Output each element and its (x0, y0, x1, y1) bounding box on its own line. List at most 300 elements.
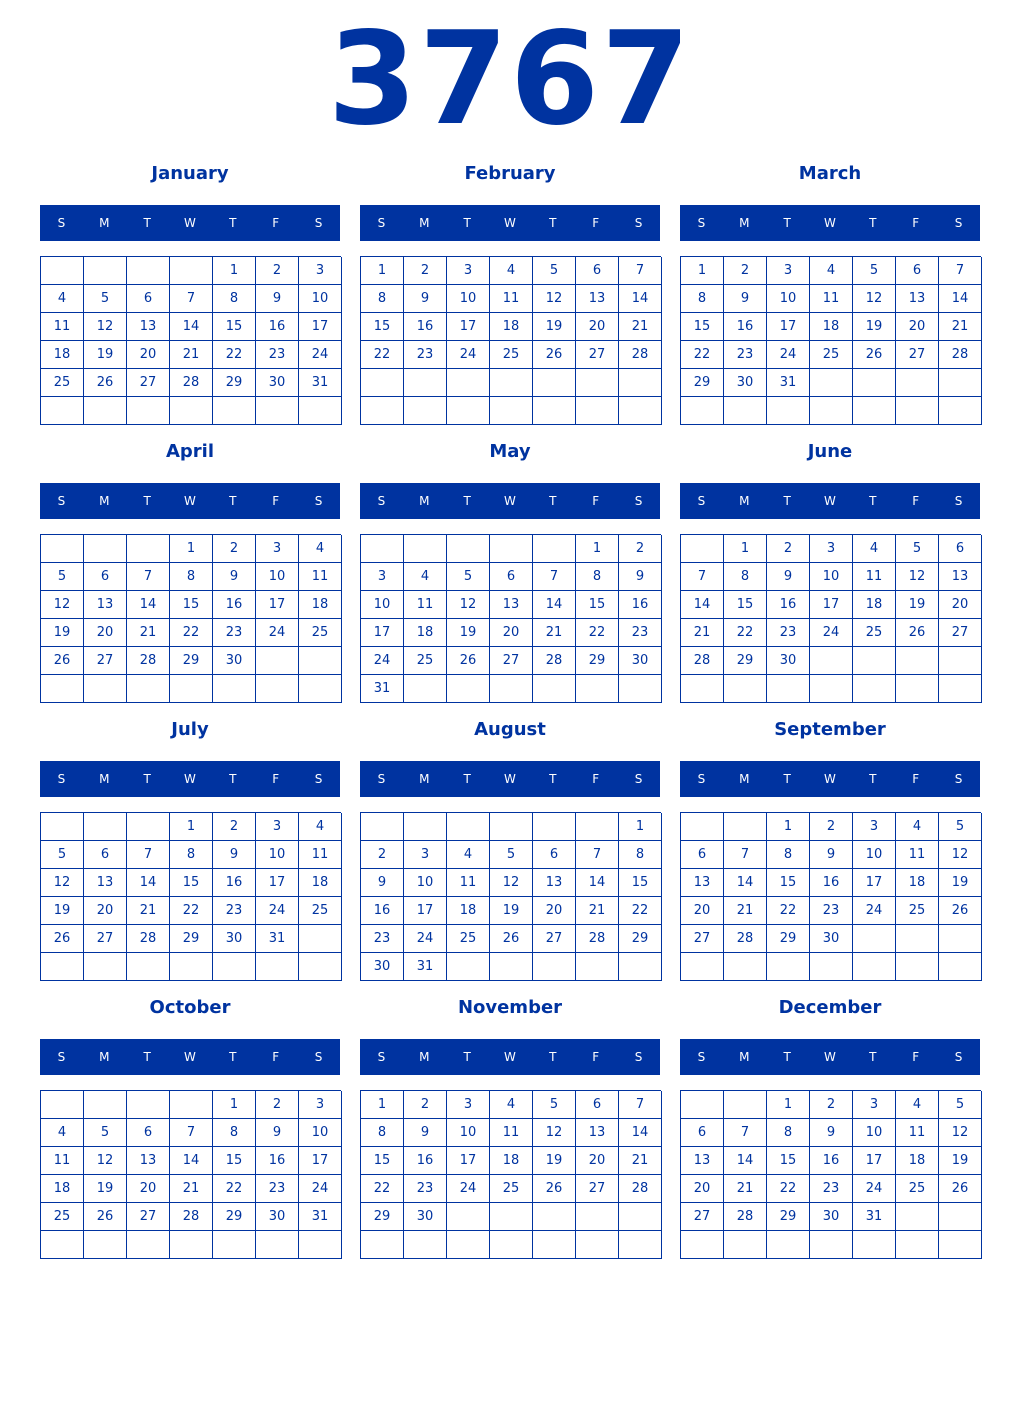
day-cell[interactable]: 14 (127, 869, 170, 897)
day-cell[interactable]: 30 (361, 953, 404, 981)
day-cell[interactable]: 24 (299, 341, 342, 369)
day-cell[interactable]: 9 (404, 285, 447, 313)
day-cell[interactable]: 23 (404, 1175, 447, 1203)
day-cell[interactable]: 18 (41, 1175, 84, 1203)
day-cell[interactable]: 16 (810, 1147, 853, 1175)
day-cell[interactable]: 21 (681, 619, 724, 647)
day-cell[interactable]: 27 (576, 341, 619, 369)
day-cell[interactable]: 1 (724, 535, 767, 563)
day-cell[interactable]: 30 (256, 369, 299, 397)
day-cell[interactable]: 17 (853, 869, 896, 897)
day-cell[interactable]: 13 (896, 285, 939, 313)
day-cell[interactable]: 27 (681, 1203, 724, 1231)
day-cell[interactable]: 7 (170, 285, 213, 313)
day-cell[interactable]: 17 (299, 1147, 342, 1175)
day-cell[interactable]: 20 (681, 1175, 724, 1203)
day-cell[interactable]: 15 (170, 591, 213, 619)
day-cell[interactable]: 13 (681, 1147, 724, 1175)
day-cell[interactable]: 17 (767, 313, 810, 341)
day-cell[interactable]: 3 (404, 841, 447, 869)
day-cell[interactable]: 12 (84, 313, 127, 341)
day-cell[interactable]: 8 (361, 285, 404, 313)
day-cell[interactable]: 26 (533, 341, 576, 369)
day-cell[interactable]: 12 (490, 869, 533, 897)
day-cell[interactable]: 30 (810, 925, 853, 953)
day-cell[interactable]: 1 (576, 535, 619, 563)
day-cell[interactable]: 8 (681, 285, 724, 313)
day-cell[interactable]: 7 (681, 563, 724, 591)
day-cell[interactable]: 10 (853, 841, 896, 869)
day-cell[interactable]: 13 (681, 869, 724, 897)
day-cell[interactable]: 26 (896, 619, 939, 647)
day-cell[interactable]: 4 (404, 563, 447, 591)
day-cell[interactable]: 5 (41, 841, 84, 869)
day-cell[interactable]: 20 (533, 897, 576, 925)
day-cell[interactable]: 14 (724, 869, 767, 897)
day-cell[interactable]: 4 (490, 1091, 533, 1119)
day-cell[interactable]: 30 (810, 1203, 853, 1231)
day-cell[interactable]: 25 (299, 897, 342, 925)
day-cell[interactable]: 18 (896, 1147, 939, 1175)
day-cell[interactable]: 14 (533, 591, 576, 619)
day-cell[interactable]: 14 (681, 591, 724, 619)
day-cell[interactable]: 24 (447, 341, 490, 369)
day-cell[interactable]: 19 (447, 619, 490, 647)
day-cell[interactable]: 15 (213, 1147, 256, 1175)
day-cell[interactable]: 6 (127, 285, 170, 313)
day-cell[interactable]: 28 (127, 925, 170, 953)
day-cell[interactable]: 12 (533, 1119, 576, 1147)
day-cell[interactable]: 13 (84, 869, 127, 897)
day-cell[interactable]: 31 (299, 1203, 342, 1231)
day-cell[interactable]: 22 (767, 897, 810, 925)
day-cell[interactable]: 20 (576, 313, 619, 341)
day-cell[interactable]: 29 (619, 925, 662, 953)
day-cell[interactable]: 5 (533, 257, 576, 285)
day-cell[interactable]: 2 (361, 841, 404, 869)
day-cell[interactable]: 19 (41, 897, 84, 925)
day-cell[interactable]: 6 (127, 1119, 170, 1147)
day-cell[interactable]: 22 (767, 1175, 810, 1203)
day-cell[interactable]: 17 (256, 869, 299, 897)
day-cell[interactable]: 16 (213, 591, 256, 619)
day-cell[interactable]: 16 (404, 313, 447, 341)
day-cell[interactable]: 6 (84, 841, 127, 869)
day-cell[interactable]: 8 (170, 841, 213, 869)
day-cell[interactable]: 18 (41, 341, 84, 369)
day-cell[interactable]: 21 (576, 897, 619, 925)
day-cell[interactable]: 29 (576, 647, 619, 675)
day-cell[interactable]: 12 (84, 1147, 127, 1175)
day-cell[interactable]: 9 (810, 841, 853, 869)
day-cell[interactable]: 18 (447, 897, 490, 925)
day-cell[interactable]: 28 (681, 647, 724, 675)
day-cell[interactable]: 1 (767, 1091, 810, 1119)
day-cell[interactable]: 19 (490, 897, 533, 925)
day-cell[interactable]: 16 (767, 591, 810, 619)
day-cell[interactable]: 5 (533, 1091, 576, 1119)
day-cell[interactable]: 12 (533, 285, 576, 313)
day-cell[interactable]: 30 (213, 647, 256, 675)
day-cell[interactable]: 1 (619, 813, 662, 841)
day-cell[interactable]: 14 (127, 591, 170, 619)
day-cell[interactable]: 26 (447, 647, 490, 675)
day-cell[interactable]: 1 (361, 257, 404, 285)
day-cell[interactable]: 8 (361, 1119, 404, 1147)
day-cell[interactable]: 10 (447, 1119, 490, 1147)
day-cell[interactable]: 19 (896, 591, 939, 619)
day-cell[interactable]: 13 (490, 591, 533, 619)
day-cell[interactable]: 8 (213, 285, 256, 313)
day-cell[interactable]: 25 (490, 1175, 533, 1203)
day-cell[interactable]: 10 (256, 563, 299, 591)
day-cell[interactable]: 2 (404, 257, 447, 285)
day-cell[interactable]: 9 (213, 563, 256, 591)
day-cell[interactable]: 24 (447, 1175, 490, 1203)
day-cell[interactable]: 21 (619, 1147, 662, 1175)
day-cell[interactable]: 5 (853, 257, 896, 285)
day-cell[interactable]: 19 (939, 1147, 982, 1175)
day-cell[interactable]: 11 (299, 841, 342, 869)
day-cell[interactable]: 2 (810, 813, 853, 841)
day-cell[interactable]: 27 (576, 1175, 619, 1203)
day-cell[interactable]: 10 (256, 841, 299, 869)
day-cell[interactable]: 31 (404, 953, 447, 981)
day-cell[interactable]: 17 (404, 897, 447, 925)
day-cell[interactable]: 13 (84, 591, 127, 619)
day-cell[interactable]: 8 (619, 841, 662, 869)
day-cell[interactable]: 11 (490, 1119, 533, 1147)
day-cell[interactable]: 25 (490, 341, 533, 369)
day-cell[interactable]: 14 (170, 313, 213, 341)
day-cell[interactable]: 15 (724, 591, 767, 619)
day-cell[interactable]: 17 (447, 1147, 490, 1175)
day-cell[interactable]: 3 (256, 813, 299, 841)
day-cell[interactable]: 19 (853, 313, 896, 341)
day-cell[interactable]: 5 (939, 1091, 982, 1119)
day-cell[interactable]: 28 (576, 925, 619, 953)
day-cell[interactable]: 8 (724, 563, 767, 591)
day-cell[interactable]: 14 (576, 869, 619, 897)
day-cell[interactable]: 6 (533, 841, 576, 869)
day-cell[interactable]: 17 (299, 313, 342, 341)
day-cell[interactable]: 12 (853, 285, 896, 313)
day-cell[interactable]: 23 (213, 897, 256, 925)
day-cell[interactable]: 7 (724, 1119, 767, 1147)
day-cell[interactable]: 14 (724, 1147, 767, 1175)
day-cell[interactable]: 12 (939, 841, 982, 869)
day-cell[interactable]: 28 (170, 369, 213, 397)
day-cell[interactable]: 23 (256, 1175, 299, 1203)
day-cell[interactable]: 22 (576, 619, 619, 647)
day-cell[interactable]: 29 (213, 369, 256, 397)
day-cell[interactable]: 29 (767, 1203, 810, 1231)
day-cell[interactable]: 11 (299, 563, 342, 591)
day-cell[interactable]: 7 (127, 841, 170, 869)
day-cell[interactable]: 2 (810, 1091, 853, 1119)
day-cell[interactable]: 1 (170, 813, 213, 841)
day-cell[interactable]: 15 (576, 591, 619, 619)
day-cell[interactable]: 15 (681, 313, 724, 341)
day-cell[interactable]: 14 (939, 285, 982, 313)
day-cell[interactable]: 27 (681, 925, 724, 953)
day-cell[interactable]: 4 (41, 1119, 84, 1147)
day-cell[interactable]: 8 (767, 1119, 810, 1147)
day-cell[interactable]: 8 (170, 563, 213, 591)
day-cell[interactable]: 1 (361, 1091, 404, 1119)
day-cell[interactable]: 13 (576, 1119, 619, 1147)
day-cell[interactable]: 23 (256, 341, 299, 369)
day-cell[interactable]: 17 (256, 591, 299, 619)
day-cell[interactable]: 16 (256, 313, 299, 341)
day-cell[interactable]: 30 (724, 369, 767, 397)
day-cell[interactable]: 5 (896, 535, 939, 563)
day-cell[interactable]: 25 (896, 897, 939, 925)
day-cell[interactable]: 25 (41, 369, 84, 397)
day-cell[interactable]: 13 (127, 1147, 170, 1175)
day-cell[interactable]: 6 (681, 1119, 724, 1147)
day-cell[interactable]: 28 (619, 1175, 662, 1203)
day-cell[interactable]: 20 (939, 591, 982, 619)
day-cell[interactable]: 23 (810, 1175, 853, 1203)
day-cell[interactable]: 9 (767, 563, 810, 591)
day-cell[interactable]: 28 (533, 647, 576, 675)
day-cell[interactable]: 23 (361, 925, 404, 953)
day-cell[interactable]: 5 (41, 563, 84, 591)
day-cell[interactable]: 26 (939, 1175, 982, 1203)
day-cell[interactable]: 27 (533, 925, 576, 953)
day-cell[interactable]: 10 (404, 869, 447, 897)
day-cell[interactable]: 7 (619, 257, 662, 285)
day-cell[interactable]: 21 (127, 619, 170, 647)
day-cell[interactable]: 11 (447, 869, 490, 897)
day-cell[interactable]: 5 (84, 285, 127, 313)
day-cell[interactable]: 29 (767, 925, 810, 953)
day-cell[interactable]: 18 (490, 1147, 533, 1175)
day-cell[interactable]: 7 (127, 563, 170, 591)
day-cell[interactable]: 26 (84, 1203, 127, 1231)
day-cell[interactable]: 15 (619, 869, 662, 897)
day-cell[interactable]: 1 (213, 257, 256, 285)
day-cell[interactable]: 22 (170, 897, 213, 925)
day-cell[interactable]: 11 (41, 313, 84, 341)
day-cell[interactable]: 22 (619, 897, 662, 925)
day-cell[interactable]: 6 (896, 257, 939, 285)
day-cell[interactable]: 3 (299, 257, 342, 285)
day-cell[interactable]: 7 (724, 841, 767, 869)
day-cell[interactable]: 26 (490, 925, 533, 953)
day-cell[interactable]: 29 (681, 369, 724, 397)
day-cell[interactable]: 19 (84, 341, 127, 369)
day-cell[interactable]: 2 (256, 1091, 299, 1119)
day-cell[interactable]: 24 (853, 1175, 896, 1203)
day-cell[interactable]: 3 (767, 257, 810, 285)
day-cell[interactable]: 9 (361, 869, 404, 897)
day-cell[interactable]: 18 (299, 869, 342, 897)
day-cell[interactable]: 24 (404, 925, 447, 953)
day-cell[interactable]: 29 (213, 1203, 256, 1231)
day-cell[interactable]: 11 (896, 841, 939, 869)
day-cell[interactable]: 18 (404, 619, 447, 647)
day-cell[interactable]: 12 (939, 1119, 982, 1147)
day-cell[interactable]: 12 (41, 869, 84, 897)
day-cell[interactable]: 24 (256, 619, 299, 647)
day-cell[interactable]: 24 (810, 619, 853, 647)
day-cell[interactable]: 22 (361, 341, 404, 369)
day-cell[interactable]: 23 (213, 619, 256, 647)
day-cell[interactable]: 21 (533, 619, 576, 647)
day-cell[interactable]: 24 (361, 647, 404, 675)
day-cell[interactable]: 1 (767, 813, 810, 841)
day-cell[interactable]: 26 (533, 1175, 576, 1203)
day-cell[interactable]: 17 (361, 619, 404, 647)
day-cell[interactable]: 11 (490, 285, 533, 313)
day-cell[interactable]: 2 (213, 813, 256, 841)
day-cell[interactable]: 23 (767, 619, 810, 647)
day-cell[interactable]: 1 (170, 535, 213, 563)
day-cell[interactable]: 26 (853, 341, 896, 369)
day-cell[interactable]: 16 (213, 869, 256, 897)
day-cell[interactable]: 4 (896, 813, 939, 841)
day-cell[interactable]: 23 (810, 897, 853, 925)
day-cell[interactable]: 10 (299, 285, 342, 313)
day-cell[interactable]: 9 (619, 563, 662, 591)
day-cell[interactable]: 17 (810, 591, 853, 619)
day-cell[interactable]: 15 (213, 313, 256, 341)
day-cell[interactable]: 1 (681, 257, 724, 285)
day-cell[interactable]: 27 (939, 619, 982, 647)
day-cell[interactable]: 25 (896, 1175, 939, 1203)
day-cell[interactable]: 11 (853, 563, 896, 591)
day-cell[interactable]: 16 (404, 1147, 447, 1175)
day-cell[interactable]: 4 (896, 1091, 939, 1119)
day-cell[interactable]: 27 (84, 925, 127, 953)
day-cell[interactable]: 14 (170, 1147, 213, 1175)
day-cell[interactable]: 27 (84, 647, 127, 675)
day-cell[interactable]: 26 (939, 897, 982, 925)
day-cell[interactable]: 18 (490, 313, 533, 341)
day-cell[interactable]: 3 (256, 535, 299, 563)
day-cell[interactable]: 22 (681, 341, 724, 369)
day-cell[interactable]: 8 (767, 841, 810, 869)
day-cell[interactable]: 19 (533, 1147, 576, 1175)
day-cell[interactable]: 22 (213, 1175, 256, 1203)
day-cell[interactable]: 13 (939, 563, 982, 591)
day-cell[interactable]: 3 (447, 257, 490, 285)
day-cell[interactable]: 13 (576, 285, 619, 313)
day-cell[interactable]: 19 (533, 313, 576, 341)
day-cell[interactable]: 10 (361, 591, 404, 619)
day-cell[interactable]: 15 (361, 313, 404, 341)
day-cell[interactable]: 2 (256, 257, 299, 285)
day-cell[interactable]: 28 (724, 1203, 767, 1231)
day-cell[interactable]: 9 (810, 1119, 853, 1147)
day-cell[interactable]: 20 (576, 1147, 619, 1175)
day-cell[interactable]: 3 (853, 1091, 896, 1119)
day-cell[interactable]: 9 (256, 1119, 299, 1147)
day-cell[interactable]: 25 (404, 647, 447, 675)
day-cell[interactable]: 21 (939, 313, 982, 341)
day-cell[interactable]: 25 (299, 619, 342, 647)
day-cell[interactable]: 30 (767, 647, 810, 675)
day-cell[interactable]: 9 (256, 285, 299, 313)
day-cell[interactable]: 30 (213, 925, 256, 953)
day-cell[interactable]: 4 (299, 535, 342, 563)
day-cell[interactable]: 6 (84, 563, 127, 591)
day-cell[interactable]: 30 (619, 647, 662, 675)
day-cell[interactable]: 20 (896, 313, 939, 341)
day-cell[interactable]: 7 (170, 1119, 213, 1147)
day-cell[interactable]: 22 (170, 619, 213, 647)
day-cell[interactable]: 21 (724, 897, 767, 925)
day-cell[interactable]: 25 (447, 925, 490, 953)
day-cell[interactable]: 2 (619, 535, 662, 563)
day-cell[interactable]: 22 (361, 1175, 404, 1203)
day-cell[interactable]: 2 (724, 257, 767, 285)
day-cell[interactable]: 10 (767, 285, 810, 313)
day-cell[interactable]: 4 (299, 813, 342, 841)
day-cell[interactable]: 4 (41, 285, 84, 313)
day-cell[interactable]: 15 (767, 869, 810, 897)
day-cell[interactable]: 31 (299, 369, 342, 397)
day-cell[interactable]: 16 (256, 1147, 299, 1175)
day-cell[interactable]: 30 (256, 1203, 299, 1231)
day-cell[interactable]: 19 (939, 869, 982, 897)
day-cell[interactable]: 20 (84, 619, 127, 647)
day-cell[interactable]: 2 (213, 535, 256, 563)
day-cell[interactable]: 17 (447, 313, 490, 341)
day-cell[interactable]: 10 (447, 285, 490, 313)
day-cell[interactable]: 4 (853, 535, 896, 563)
day-cell[interactable]: 31 (256, 925, 299, 953)
day-cell[interactable]: 14 (619, 285, 662, 313)
day-cell[interactable]: 4 (447, 841, 490, 869)
day-cell[interactable]: 15 (767, 1147, 810, 1175)
day-cell[interactable]: 3 (853, 813, 896, 841)
day-cell[interactable]: 4 (490, 257, 533, 285)
day-cell[interactable]: 10 (853, 1119, 896, 1147)
day-cell[interactable]: 5 (84, 1119, 127, 1147)
day-cell[interactable]: 6 (490, 563, 533, 591)
day-cell[interactable]: 26 (84, 369, 127, 397)
day-cell[interactable]: 23 (724, 341, 767, 369)
day-cell[interactable]: 11 (896, 1119, 939, 1147)
day-cell[interactable]: 31 (853, 1203, 896, 1231)
day-cell[interactable]: 26 (41, 925, 84, 953)
day-cell[interactable]: 5 (939, 813, 982, 841)
day-cell[interactable]: 23 (619, 619, 662, 647)
day-cell[interactable]: 20 (490, 619, 533, 647)
day-cell[interactable]: 21 (619, 313, 662, 341)
day-cell[interactable]: 11 (810, 285, 853, 313)
day-cell[interactable]: 21 (170, 341, 213, 369)
day-cell[interactable]: 9 (213, 841, 256, 869)
day-cell[interactable]: 25 (810, 341, 853, 369)
day-cell[interactable]: 6 (576, 1091, 619, 1119)
day-cell[interactable]: 31 (767, 369, 810, 397)
day-cell[interactable]: 28 (170, 1203, 213, 1231)
day-cell[interactable]: 14 (619, 1119, 662, 1147)
day-cell[interactable]: 20 (127, 341, 170, 369)
day-cell[interactable]: 30 (404, 1203, 447, 1231)
day-cell[interactable]: 25 (41, 1203, 84, 1231)
day-cell[interactable]: 2 (767, 535, 810, 563)
day-cell[interactable]: 16 (361, 897, 404, 925)
day-cell[interactable]: 7 (939, 257, 982, 285)
day-cell[interactable]: 28 (939, 341, 982, 369)
day-cell[interactable]: 16 (619, 591, 662, 619)
day-cell[interactable]: 24 (256, 897, 299, 925)
